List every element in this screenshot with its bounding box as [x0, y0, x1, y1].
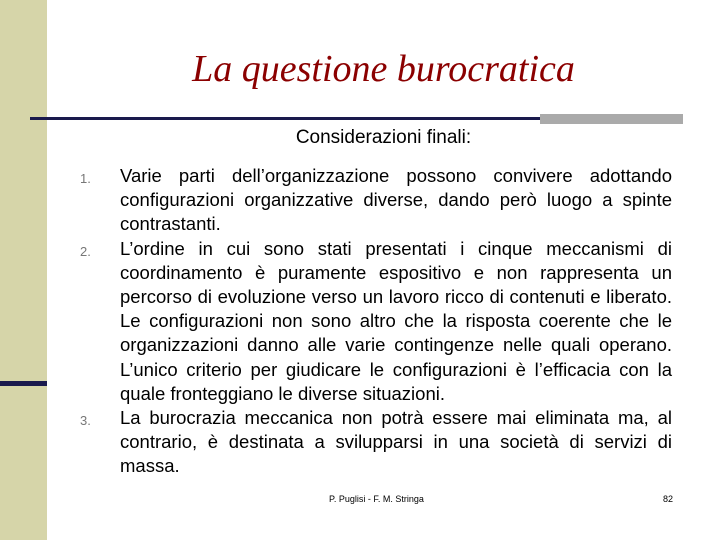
slide-title: La questione burocratica [192, 48, 575, 90]
slide-subtitle: Considerazioni finali: [295, 127, 472, 148]
title-divider-accent [540, 114, 683, 124]
title-divider-line [30, 117, 540, 120]
list-item-number: 3. [80, 413, 91, 429]
list-item [78, 164, 672, 237]
numbered-list [78, 164, 672, 479]
list-item [78, 406, 672, 479]
list-item-text: Varie parti dell’organizzazione possono convivere adottando configurazioni organizzative diverse, dando però luogo a spinte contrastanti. [120, 165, 672, 235]
list-item [78, 237, 672, 406]
list-item-text: L’ordine in cui sono stati presentati i cinque meccanismi di coordinamento è puramente espositivo e non rappresenta un percorso di evoluzione verso un lavoro ricco di contenuti e liberato. Le configurazioni non sono altro che la risposta coerente che le organizzazioni danno alle varie contingenze nelle quali operano. L’unico criterio per giudicare le configurazioni è l’efficacia con la quale fronteggiano le diverse situazioni. [120, 237, 672, 404]
list-item-number: 1. [80, 171, 91, 186]
footer-credit: P. Puglisi - F. M. Stringa [329, 494, 424, 504]
list-item-text: La burocrazia meccanica non potrà essere mai eliminata ma, al contrario, è destinata a svilupparsi in una società di servizi di massa. [120, 407, 672, 477]
side-accent-bar [0, 381, 47, 386]
side-decorative-band [0, 0, 47, 540]
list-item-number: 2. [80, 243, 91, 259]
page-number: 82 [663, 494, 674, 504]
